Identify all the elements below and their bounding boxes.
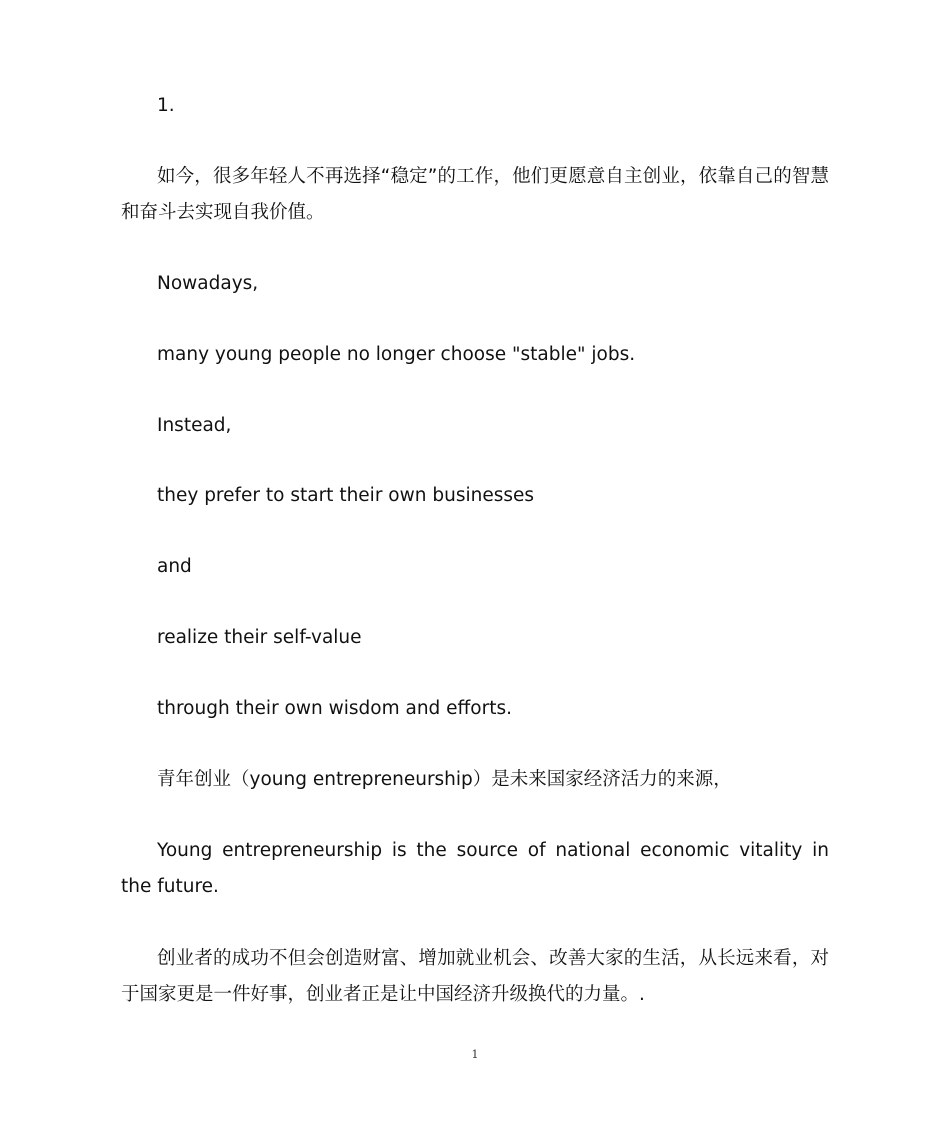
paragraph-number: 1.: [157, 95, 175, 116]
paragraph-english-wisdom: through their own wisdom and efforts.: [157, 698, 512, 719]
paragraph-english-vitality: Young entrepreneurship is the source of national economic vitality in the future.: [121, 840, 829, 897]
paragraph-chinese-entrepreneurship: 青年创业（young entrepreneurship）是未来国家经济活力的来源，: [157, 769, 732, 790]
paragraph-english-instead: Instead,: [157, 415, 232, 436]
paragraph-english-self-value: realize their self-value: [157, 627, 362, 648]
paragraph-english-young-people: many young people no longer choose "stable" jobs.: [157, 344, 636, 365]
paragraph-english-and: and: [157, 556, 192, 577]
page-number: 1: [471, 1048, 479, 1061]
paragraph-chinese-intro: 如今，很多年轻人不再选择“稳定”的工作，他们更愿意自主创业，依靠自己的智慧和奋斗去实现自我价值。: [121, 166, 829, 223]
paragraph-english-nowadays: Nowadays,: [157, 273, 259, 294]
paragraph-chinese-success: 创业者的成功不但会创造财富、增加就业机会、改善大家的生活，从长远来看，对于国家更是一件好事，创业者正是让中国经济升级换代的力量。.: [121, 948, 829, 1005]
paragraph-english-businesses: they prefer to start their own businesses: [157, 485, 535, 506]
